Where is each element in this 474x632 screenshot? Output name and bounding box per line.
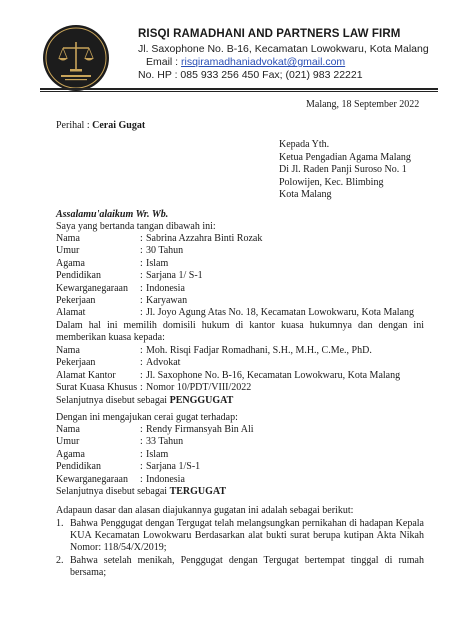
detail-value: 30 Tahun [146,245,184,257]
designation-prefix: Selanjutnya disebut sebagai [56,486,170,497]
detail-value: Moh. Risqi Fadjar Romadhani, S.H., M.H., C.Me., PhD. [146,345,372,356]
detail-value: Sarjana 1/S-1 [146,461,201,473]
detail-key: Kewarganegaraan [56,473,128,485]
detail-value: Advokat [146,357,181,369]
letter-date: Malang, 18 September 2022 [306,99,420,110]
penggugat-label: PENGGUGAT [169,395,234,406]
detail-key: Pekerjaan [56,294,96,306]
header-divider [40,88,438,90]
email-label: Email : [146,56,182,68]
detail-key: Agama [56,257,85,269]
detail-key: Pendidikan [56,270,101,282]
recipient-line: Ketua Pengadian Agama Malang [279,151,411,163]
detail-value: Jl. Saxophone No. B-16, Kecamatan Lowokwaru, Kota Malang [146,369,401,381]
subject-line [56,120,145,132]
list-item [56,518,424,555]
detail-value: Nomor 10/PDT/VIII/2022 [146,382,252,394]
detail-key: Alamat Kantor [56,369,116,381]
recipient-line: Kota Malang [279,189,332,201]
list-item [56,555,424,579]
detail-value: Sabrina Azzahra Binti Rozak [146,233,263,244]
list-text: Bahwa Penggugat dengan Tergugat telah melangsungkan pernikahan di hadapan Kepala KUA Kecamatan Lowokwaru Berdasarkan alat bukti surat berupa kutipan Akta Nikah Nomor: 118/54/X/2019; [70,518,424,554]
firm-phone: No. HP : 085 933 256 450 Fax; (021) 983 22221 [138,69,363,81]
tergugat-label: TERGUGAT [169,486,227,497]
email-link[interactable]: risqiramadhaniadvokat@gmail.com [181,56,346,68]
recipient-line: Kepada Yth. [279,139,330,150]
plaintiff-designation [56,395,233,407]
detail-value: Jl. Joyo Agung Atas No. 18, Kecamatan Lowokwaru, Kota Malang [146,307,415,319]
detail-value: 33 Tahun [146,436,184,448]
list-number: 2. [56,554,64,566]
intro-line: Saya yang bertanda tangan dibawah ini: [56,221,216,232]
detail-key: Nama [56,233,80,244]
detail-key: Umur [56,245,80,257]
firm-email-line [146,56,345,68]
detail-value: Sarjana 1/ S-1 [146,270,203,282]
detail-key: Pendidikan [56,461,101,473]
detail-key: Alamat [56,307,86,319]
detail-key: Umur [56,436,80,448]
firm-name: RISQI RAMADHANI AND PARTNERS LAW FIRM [138,28,401,40]
firm-address: Jl. Saxophone No. B-16, Kecamatan Lowokwaru, Kota Malang [138,43,429,55]
detail-key: Nama [56,345,80,356]
detail-value: Islam [146,257,169,269]
subject-label: Perihal : [56,120,93,131]
header-divider-thin [40,91,438,92]
recipient-line: Di Jl. Raden Panji Suroso No. 1 [279,164,407,176]
detail-key: Pekerjaan [56,357,96,369]
detail-key: Agama [56,448,85,460]
detail-value: Indonesia [146,282,185,294]
designation-prefix: Selanjutnya disebut sebagai [56,395,170,406]
detail-key: Surat Kuasa Khusus [56,382,138,394]
detail-value: Indonesia [146,473,185,485]
list-number: 1. [56,518,64,529]
recipient-block [279,139,411,202]
reasons-intro: Adapaun dasar dan alasan diajukannya gugatan ini adalah sebagai berikut: [56,505,354,516]
detail-key: Nama [56,424,80,435]
detail-value: Rendy Firmansyah Bin Ali [146,424,254,435]
defendant-designation [56,486,226,498]
law-firm-logo [43,25,109,91]
detail-value: Karyawan [146,294,188,306]
greeting: Assalamu'alaikum Wr. Wb. [56,209,169,220]
scales-of-justice-icon [43,25,109,91]
detail-key: Kewarganegaraan [56,282,128,294]
subject-value: Cerai Gugat [92,120,146,131]
letter-page: RISQI RAMADHANI AND PARTNERS LAW FIRM Jl. Saxophone No. B-16, Kecamatan Lowokwaru, Kota Malang Email : risqiramadhaniadvokat@gmail.com No. HP : 085 933 256 450 Fax; (021) 983 22221 Malang, 18 September 2022 Perihal : Cerai Gugat Kepada Yth. Ketua Pengadian Agama Malang Di Jl. Raden Panji Suroso No. 1 Polowijen, Kec. Blimbing Kota Malang Assalamu'alaikum Wr. Wb. Saya yang bertanda tangan dibawah ini: Nama : Sabrina Azzahra Binti Rozak Umur : 30 Tahun Agama : Islam Pendidikan : Sarjana 1/ S-1 Kewarganegaraan : Indonesia Pekerjaan : Karyawan Alamat : Jl. Joyo Agung Atas No. 18, Kecamatan Lowokwaru, Kota Malang Dalam hal ini memilih domisili hukum di kantor kuasa hukumnya dan dengan ini memberikan kuasa kepada: Nama : Moh. Risqi Fadjar Romadhani, S.H., M.H., C.Me., PhD. Pekerjaan : Advokat Alamat Kantor : Jl. Saxophone No. B-16, Kecamatan Lowokwaru, Kota Malang Surat Kuasa Khusus : Nomor 10/PDT/VIII/2022 Selanjutnya disebut sebagai PENGGUGAT Dengan ini mengajukan cerai gugat terhadap: Nama : Rendy Firmansyah Bin Ali Umur : 33 Tahun Agama : Islam Pendidikan : Sarjana 1/S-1 Kewarganegaraan : Indonesia Selanjutnya disebut sebagai TERGUGAT Adapaun dasar dan alasan diajukannya gugatan ini adalah sebagai berikut: 1. Bahwa Penggugat dengan Tergugat telah melangsungkan pernikahan di hadapan Kepala KUA Kecamatan Lowokwaru Berdasarkan alat bukti surat berupa kutipan Akta Nikah Nomor: 118/54/X/2019; 2. Bahwa setelah menikah, Penggugat dengan Tergugat bertempat tinggal di rumah bersama; [0,0,474,632]
list-text: Bahwa setelah menikah, Penggugat dengan Tergugat bertempat tinggal di rumah bersama; [70,554,424,578]
against-line: Dengan ini mengajukan cerai gugat terhadap: [56,412,238,423]
domicile-paragraph: Dalam hal ini memilih domisili hukum di kantor kuasa hukumnya dan dengan ini memberikan kuasa kepada: [56,320,424,344]
recipient-line: Polowijen, Kec. Blimbing [279,176,384,188]
detail-value: Islam [146,448,169,460]
reasons-list [56,518,424,579]
